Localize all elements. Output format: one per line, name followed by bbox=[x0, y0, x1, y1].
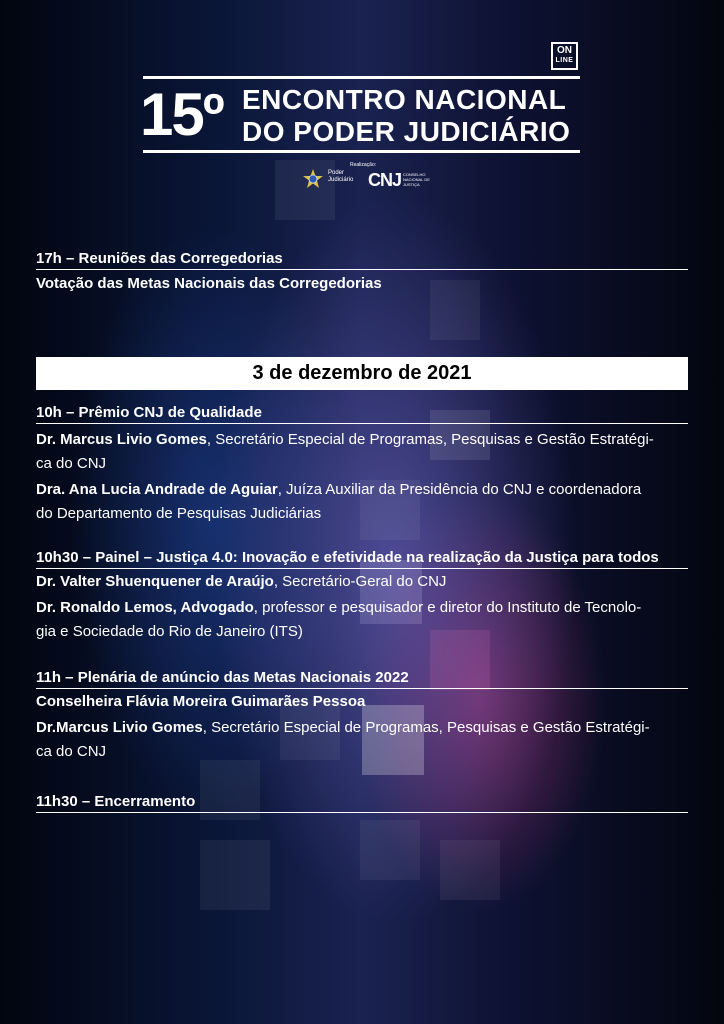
edition-number: 15º bbox=[140, 81, 223, 148]
online-badge-bottom: LINE bbox=[555, 57, 574, 64]
speaker-entry bbox=[36, 716, 688, 764]
speaker-role-cont: gia e Sociedade do Rio de Janeiro (ITS) bbox=[36, 623, 303, 640]
speaker-name: Dr. Marcus Livio Gomes bbox=[36, 431, 207, 448]
section-premio bbox=[36, 404, 688, 526]
sponsor-logos bbox=[302, 162, 442, 196]
speaker-role: , Secretário Especial de Programas, Pesquisas e Gestão Estratégi- bbox=[202, 719, 650, 736]
online-badge bbox=[551, 42, 578, 70]
speaker-entry bbox=[36, 428, 688, 476]
realization-label: Realização: bbox=[350, 162, 377, 168]
speaker-name: Conselheira Flávia Moreira Guimarães Pessoa bbox=[36, 693, 366, 710]
section-heading: 10h30 – Painel – Justiça 4.0: Inovação e efetividade na realização da Justiça para todos bbox=[36, 549, 688, 569]
event-title-line1: ENCONTRO NACIONAL bbox=[242, 84, 567, 115]
header-rule-bottom bbox=[143, 150, 580, 153]
speaker-name: Dr. Ronaldo Lemos, Advogado bbox=[36, 599, 254, 616]
event-title-line2: DO PODER JUDICIÁRIO bbox=[242, 116, 571, 147]
speaker-role: , professor e pesquisador e diretor do Instituto de Tecnolo- bbox=[253, 599, 642, 616]
speaker-entry bbox=[36, 478, 688, 526]
speaker-name: Dr.Marcus Livio Gomes bbox=[36, 719, 203, 736]
poder-judiciario-label: Poder Judiciário bbox=[328, 170, 354, 183]
section-encerramento bbox=[36, 793, 688, 813]
header-rule-top bbox=[143, 76, 580, 79]
section-heading: 17h – Reuniões das Corregedorias bbox=[36, 250, 688, 270]
cnj-logo: CNJ bbox=[368, 170, 402, 190]
speaker-name: Dr. Valter Shuenquener de Araújo bbox=[36, 573, 274, 590]
cnj-subtitle: CONSELHO NACIONAL DE JUSTIÇA bbox=[403, 172, 430, 187]
speaker-entry bbox=[36, 596, 688, 644]
speaker-entry bbox=[36, 690, 688, 714]
section-painel bbox=[36, 549, 688, 644]
speaker-role-cont: ca do CNJ bbox=[36, 455, 107, 472]
section-heading: 11h – Plenária de anúncio das Metas Nacionais 2022 bbox=[36, 669, 688, 689]
online-badge-top: ON bbox=[557, 45, 572, 56]
speaker-role-cont: ca do CNJ bbox=[36, 743, 107, 760]
date-bar: 3 de dezembro de 2021 bbox=[36, 357, 688, 390]
speaker-role: , Juíza Auxiliar da Presidência do CNJ e coordenadora bbox=[277, 481, 642, 498]
speaker-role: , Secretário Especial de Programas, Pesquisas e Gestão Estratégi- bbox=[206, 431, 654, 448]
section-heading: 11h30 – Encerramento bbox=[36, 793, 688, 813]
section-line: Votação das Metas Nacionais das Corregedorias bbox=[36, 275, 382, 292]
section-plenaria bbox=[36, 669, 688, 764]
section-corregedorias bbox=[36, 250, 688, 296]
speaker-role: , Secretário-Geral do CNJ bbox=[273, 573, 447, 590]
section-heading: 10h – Prêmio CNJ de Qualidade bbox=[36, 404, 688, 424]
speaker-role-cont: do Departamento de Pesquisas Judiciárias bbox=[36, 505, 322, 522]
speaker-entry bbox=[36, 570, 688, 594]
coat-of-arms-icon bbox=[302, 168, 324, 190]
speaker-name: Dra. Ana Lucia Andrade de Aguiar bbox=[36, 481, 278, 498]
